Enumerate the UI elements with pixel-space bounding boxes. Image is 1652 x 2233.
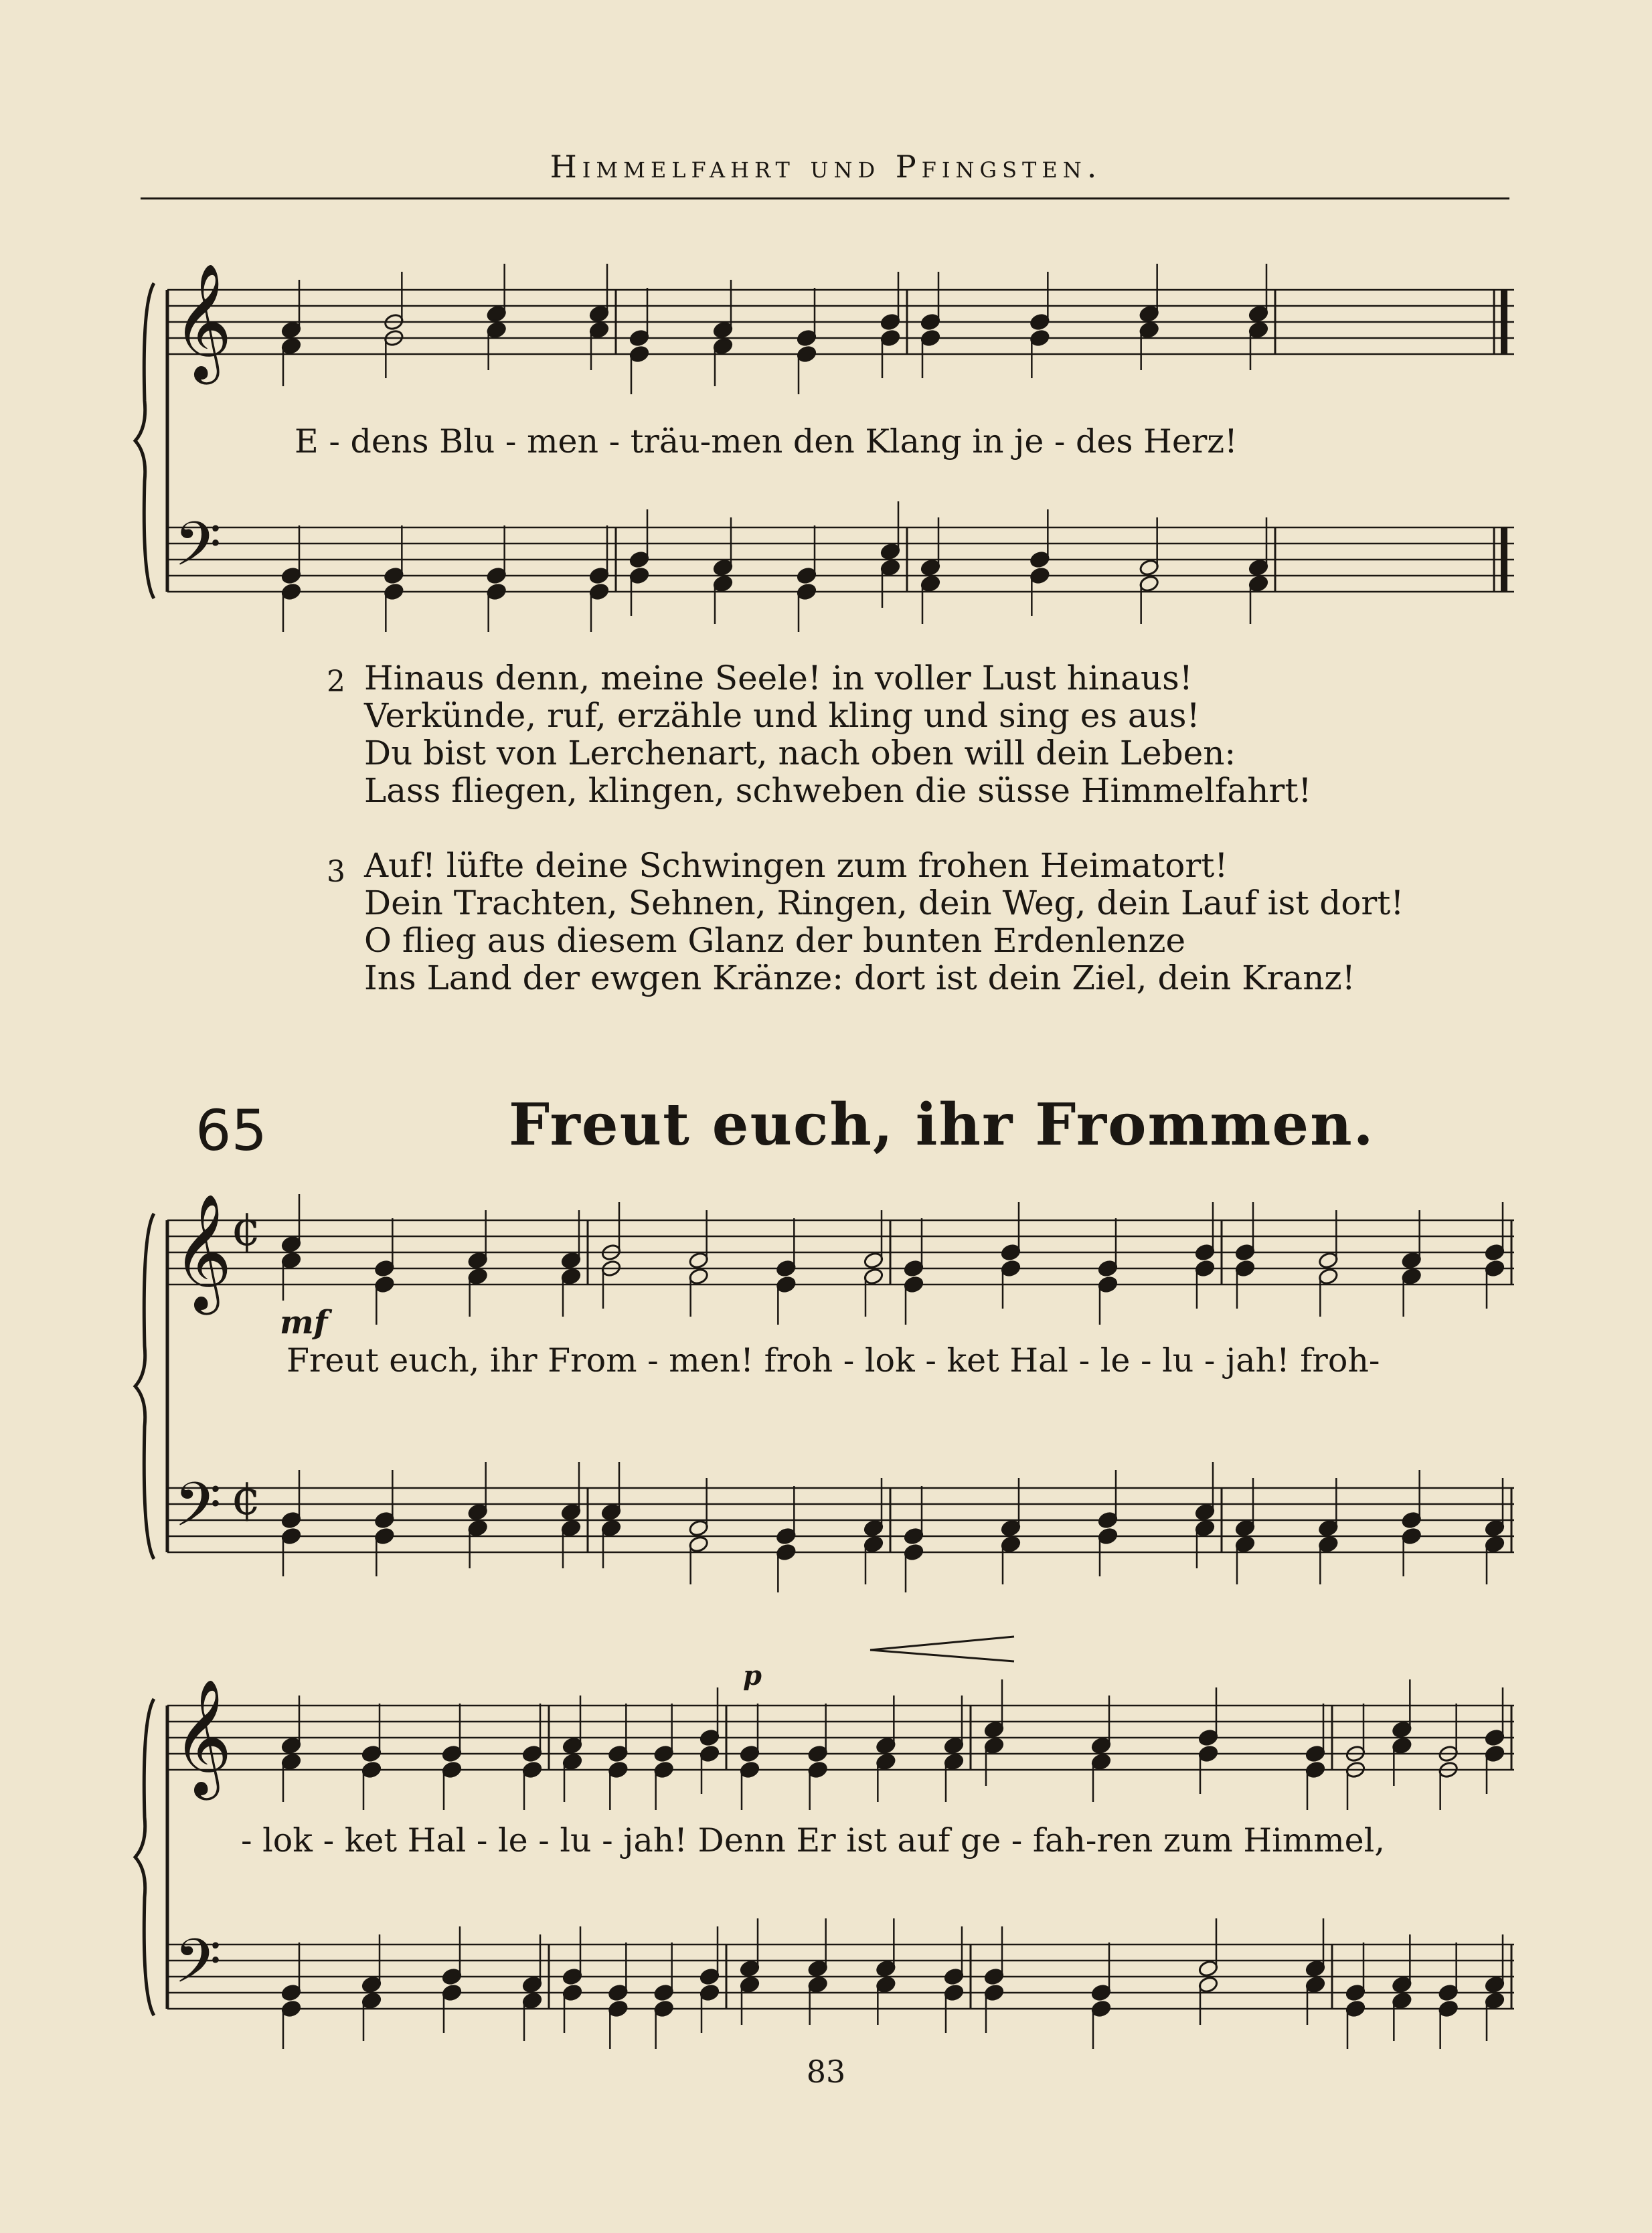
page-number: 83 bbox=[806, 2054, 846, 2090]
verse-line: Dein Trachten, Sehnen, Ringen, dein Weg, dein Lauf ist dort! bbox=[364, 884, 1404, 922]
treble-clef-icon: 𝄞 bbox=[173, 1679, 232, 1795]
crescendo-hairpin bbox=[870, 1637, 1014, 1661]
time-signature: ¢ bbox=[231, 1200, 262, 1256]
treble-clef-icon: 𝄞 bbox=[173, 263, 232, 380]
final-barline bbox=[1501, 290, 1507, 354]
brace bbox=[135, 283, 154, 598]
time-signature: ¢ bbox=[231, 1469, 262, 1525]
bass-clef-icon: 𝄢 bbox=[174, 509, 222, 594]
system2-lyrics: Freut euch, ihr From - men! froh - lok - ket Hal - le - lu - jah! froh- bbox=[286, 1341, 1380, 1380]
treble-clef-icon: 𝄞 bbox=[173, 1193, 232, 1310]
brace bbox=[135, 1214, 154, 1559]
verse-line: Auf! lüfte deine Schwingen zum frohen Heimatort! bbox=[364, 846, 1228, 885]
verse-line: Hinaus denn, meine Seele! in voller Lust hinaus! bbox=[364, 659, 1193, 697]
verse-line: Du bist von Lerchenart, nach oben will dein Leben: bbox=[364, 734, 1236, 772]
bass-clef-icon: 𝄢 bbox=[174, 1469, 222, 1555]
hymn-title: Freut euch, ihr Frommen. bbox=[509, 1091, 1375, 1159]
brace bbox=[135, 1699, 154, 2015]
verse-line: Ins Land der ewgen Kränze: dort ist dein Ziel, dein Kranz! bbox=[364, 959, 1355, 997]
system1-lyrics: E - dens Blu - men - träu-men den Klang in je - des Herz! bbox=[295, 422, 1238, 461]
hymn-number: 65 bbox=[195, 1098, 267, 1163]
final-barline bbox=[1501, 527, 1507, 592]
system3-lyrics: - lok - ket Hal - le - lu - jah! Denn Er ist auf ge - fah-ren zum Himmel, bbox=[241, 1821, 1385, 1859]
verse-line: O flieg aus diesem Glanz der bunten Erdenlenze bbox=[364, 921, 1186, 960]
verse-number: 2 bbox=[327, 665, 345, 699]
verse-line: Lass fliegen, klingen, schweben die süsse Himmelfahrt! bbox=[364, 771, 1312, 810]
dynamic-marking: mf bbox=[280, 1304, 328, 1341]
dynamic-marking: p bbox=[743, 1660, 762, 1691]
verse-2 bbox=[327, 659, 1312, 809]
running-header: Himmelfahrt und Pfingsten. bbox=[550, 149, 1102, 185]
verse-3 bbox=[327, 847, 1404, 997]
verse-number: 3 bbox=[327, 855, 345, 889]
bass-clef-icon: 𝄢 bbox=[174, 1926, 222, 2011]
verse-line: Verkünde, ruf, erzähle und kling und sing es aus! bbox=[364, 696, 1200, 735]
